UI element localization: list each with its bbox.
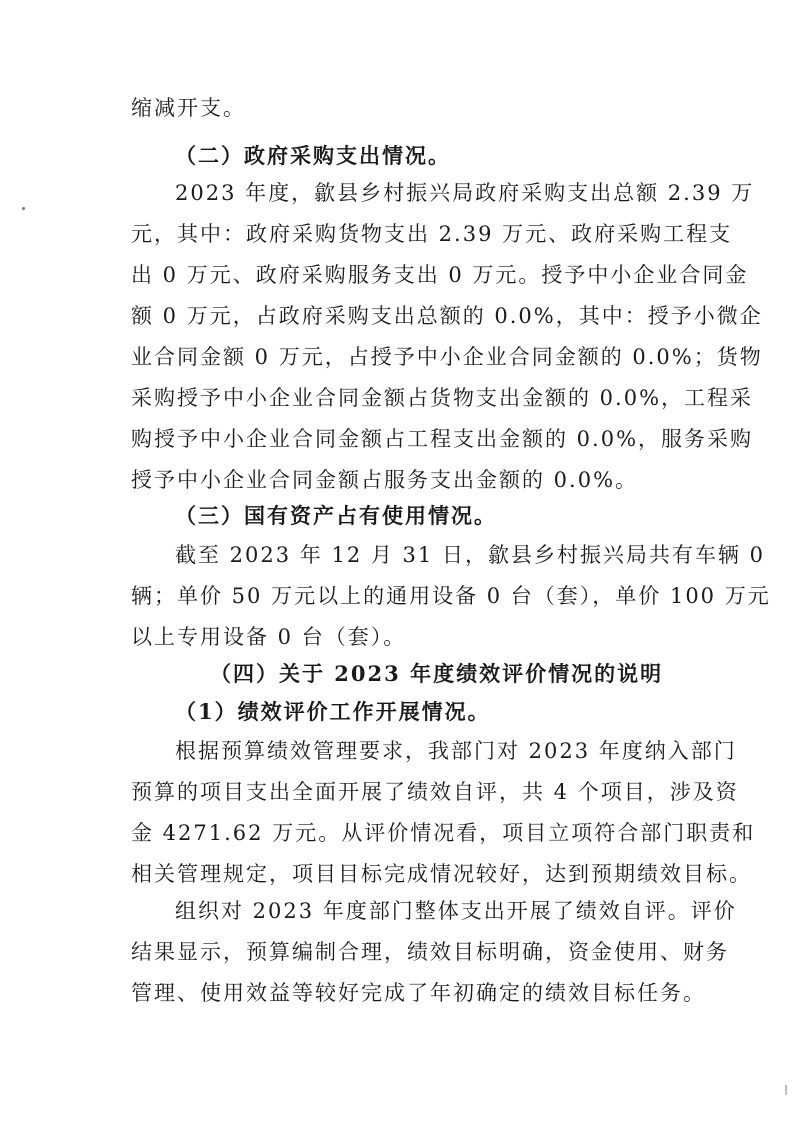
scan-edge-mark	[785, 1085, 787, 1095]
paragraph-line: 组织对 2023 年度部门整体支出开展了绩效自评。评价	[175, 899, 737, 923]
paragraph-line: 出 0 万元、政府采购服务支出 0 万元。授予中小企业合同金	[131, 263, 749, 287]
paragraph-line: 缩减开支。	[131, 96, 246, 120]
paragraph-line: 根据预算绩效管理要求，我部门对 2023 年度纳入部门	[175, 739, 737, 763]
paragraph-line: 管理、使用效益等较好完成了年初确定的绩效目标任务。	[131, 981, 706, 1005]
section-heading-performance-evaluation: （四）关于 2023 年度绩效评价情况的说明	[210, 661, 664, 686]
subsection-heading-evaluation-work: （1）绩效评价工作开展情况。	[175, 699, 491, 724]
paragraph-line: 预算的项目支出全面开展了绩效自评，共 4 个项目，涉及资	[131, 780, 739, 804]
paragraph-line: 相关管理规定，项目目标完成情况较好，达到预期绩效目标。	[131, 862, 752, 886]
paragraph-line: 购授予中小企业合同金额占工程支出金额的 0.0%，服务采购	[131, 427, 754, 451]
section-heading-state-assets: （三）国有资产占有使用情况。	[175, 503, 497, 528]
paragraph-line: 2023 年度，歙县乡村振兴局政府采购支出总额 2.39 万	[175, 181, 755, 205]
paragraph-line: 业合同金额 0 万元，占授予中小企业合同金额的 0.0%；货物	[131, 345, 763, 369]
paragraph-line: 授予中小企业合同金额占服务支出金额的 0.0%。	[131, 468, 639, 492]
paragraph-line: 辆；单价 50 万元以上的通用设备 0 台（套），单价 100 万元	[131, 584, 771, 608]
section-heading-government-procurement: （二）政府采购支出情况。	[175, 143, 451, 168]
paragraph-line: 结果显示，预算编制合理，绩效目标明确，资金使用、财务	[131, 940, 729, 964]
paragraph-line: 额 0 万元，占政府采购支出总额的 0.0%，其中：授予小微企	[131, 304, 763, 328]
paragraph-line: 截至 2023 年 12 月 31 日，歙县乡村振兴局共有车辆 0	[175, 543, 765, 567]
paragraph-line: 金 4271.62 万元。从评价情况看，项目立项符合部门职责和	[131, 821, 756, 845]
paragraph-line: 以上专用设备 0 台（套）。	[131, 625, 407, 649]
paragraph-line: 元，其中：政府采购货物支出 2.39 万元、政府采购工程支	[131, 222, 733, 246]
paragraph-line: 采购授予中小企业合同金额占货物支出金额的 0.0%，工程采	[131, 386, 754, 410]
scan-speck	[22, 207, 25, 210]
